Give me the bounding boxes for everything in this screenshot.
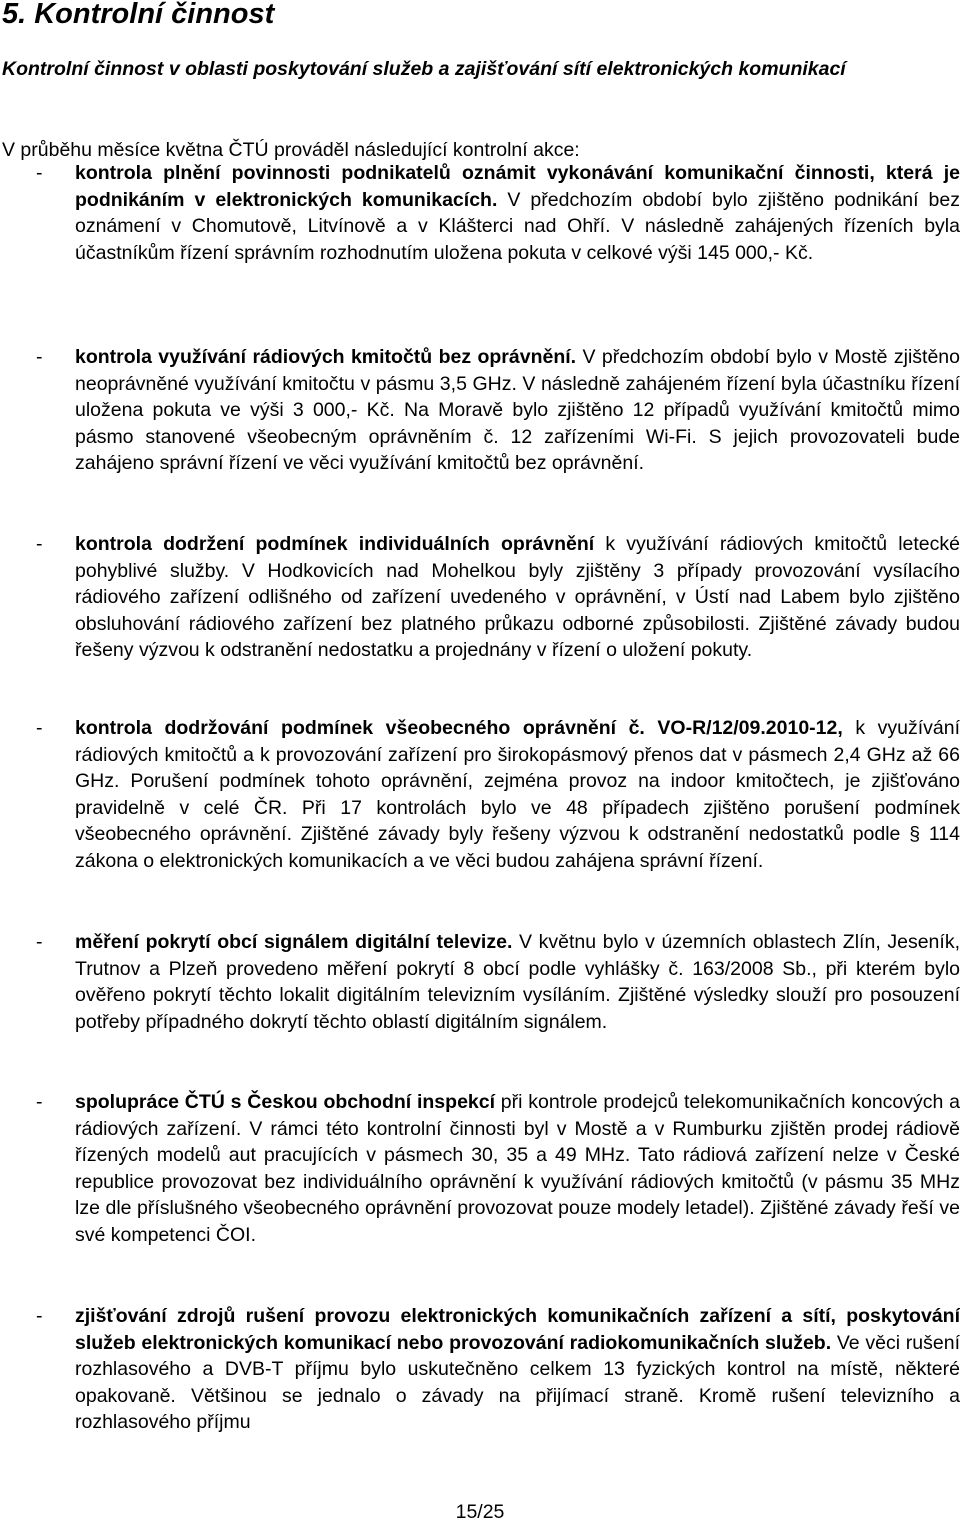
- list-item-text: [75, 929, 960, 1035]
- list-item-bold: měření pokrytí obcí signálem digitální televize.: [75, 931, 513, 953]
- list-item-body: při kontrole prodejců telekomunikačních koncových a rádiových zařízení. V rámci této kontrolní činnosti byl v Mostě a v Rumburku zjištěn prodej rádiově řízených modelů aut pracujících v pásmech 30, 35 a 49 MHz. Tato rádiová zařízení nelze v České republice provozovat bez individuálního oprávnění k využívání rádiových kmitočtů (v pásmu 35 MHz lze dle příslušného všeobecného oprávnění provozovat pouze modely letadel). Zjištěné závady řeší ve své kompetenci ČOI.: [75, 1091, 960, 1246]
- list-item-bold: kontrola dodržování podmínek všeobecného oprávnění č. VO-R/12/09.2010-12,: [75, 717, 843, 739]
- list-item-bold: kontrola dodržení podmínek individuálních oprávnění: [75, 533, 595, 555]
- list-bullet: -: [36, 1091, 43, 1113]
- list-bullet: -: [36, 346, 43, 368]
- list-item-body: Ve věci rušení rozhlasového a DVB-T příjmu bylo uskutečněno celkem 13 fyzických kontrol na místě, některé opakovaně. Většinou se jednalo o závady na přijímací straně. Kromě rušení televizního a rozhlasového příjmu: [75, 1331, 960, 1434]
- list-item-text: [75, 715, 960, 875]
- list-item-bold: spolupráce ČTÚ s Českou obchodní inspekcí: [75, 1091, 496, 1113]
- section-subtitle: Kontrolní činnost v oblasti poskytování služeb a zajišťování sítí elektronických komunikací: [2, 58, 846, 80]
- list-item-bold: kontrola využívání rádiových kmitočtů bez oprávnění.: [75, 346, 577, 368]
- list-bullet: -: [36, 931, 43, 953]
- list-item-text: [75, 531, 960, 664]
- list-item-bold: zjišťování zdrojů rušení provozu elektronických komunikačních zařízení a sítí, poskytování služeb elektronických komunikací nebo provozování radiokomunikačních služeb.: [75, 1305, 960, 1354]
- section-title: 5. Kontrolní činnost: [2, 0, 275, 30]
- list-bullet: -: [36, 1305, 43, 1327]
- list-bullet: -: [36, 162, 43, 184]
- page-number: 15/25: [455, 1501, 505, 1523]
- list-item-body: V předchozím období bylo zjištěno podnikání bez oznámení v Chomutově, Litvínově a v Klášterci nad Ohří. V následně zahájených řízeních byla účastníkům řízení správním rozhodnutím uložena pokuta v celkové výši 145 000,- Kč.: [75, 188, 960, 264]
- list-bullet: -: [36, 717, 43, 739]
- list-item-body: k využívání rádiových kmitočtů a k provozování zařízení pro širokopásmový přenos dat v pásmech 2,4 GHz až 66 GHz. Porušení podmínek tohoto oprávnění, zejména provoz na indoor kmitočtech, je zjišťováno pravidelně v celé ČR. Při 17 kontrolách bylo ve 48 případech zjištěno porušení podmínek všeobecného oprávnění. Zjištěné závady byly řešeny výzvou k odstranění nedostatků podle § 114 zákona o elektronických komunikacích a ve věci budou zahájena správní řízení.: [75, 717, 960, 872]
- list-item-text: [75, 160, 960, 266]
- list-item-text: [75, 344, 960, 477]
- list-item-text: [75, 1089, 960, 1249]
- list-bullet: -: [36, 533, 43, 555]
- list-item-body: k využívání rádiových kmitočtů letecké pohyblivé služby. V Hodkovicích nad Mohelkou byly zjištěny 3 případy provozování vysílacího rádiového zařízení odlišného od zařízení uvedeného v oprávnění, v Ústí nad Labem bylo zjištěno obsluhování rádiového zařízení bez platného průkazu odborné způsobilosti. Zjištěné závady budou řešeny výzvou k odstranění nedostatku a projednány v řízení o uložení pokuty.: [75, 533, 960, 662]
- list-item-body: V květnu bylo v územních oblastech Zlín, Jeseník, Trutnov a Plzeň provedeno měření pokrytí 8 obcí podle vyhlášky č. 163/2008 Sb., při kterém bylo ověřeno pokrytí těchto lokalit digitálním televizním vysíláním. Zjištěné výsledky slouží pro posouzení potřeby případného dokrytí těchto oblastí digitálním signálem.: [75, 931, 960, 1033]
- list-item-text: [75, 1303, 960, 1436]
- intro-text: V průběhu měsíce května ČTÚ prováděl následující kontrolní akce:: [2, 139, 580, 161]
- list-item-body: V předchozím období bylo v Mostě zjištěno neoprávněné využívání kmitočtu v pásmu 3,5 GHz. V následně zahájeném řízení byla účastníku řízení uložena pokuta ve výši 3 000,- Kč. Na Moravě bylo zjištěno 12 případů využívání kmitočtů mimo pásmo stanovené všeobecným oprávněním č. 12 zařízeními Wi-Fi. S jejich provozovateli bude zahájeno správní řízení ve věci využívání kmitočtů bez oprávnění.: [75, 346, 960, 475]
- list-item-bold: kontrola plnění povinnosti podnikatelů oznámit vykonávání komunikační činnosti, která je podnikáním v elektronických komunikacích.: [75, 162, 960, 211]
